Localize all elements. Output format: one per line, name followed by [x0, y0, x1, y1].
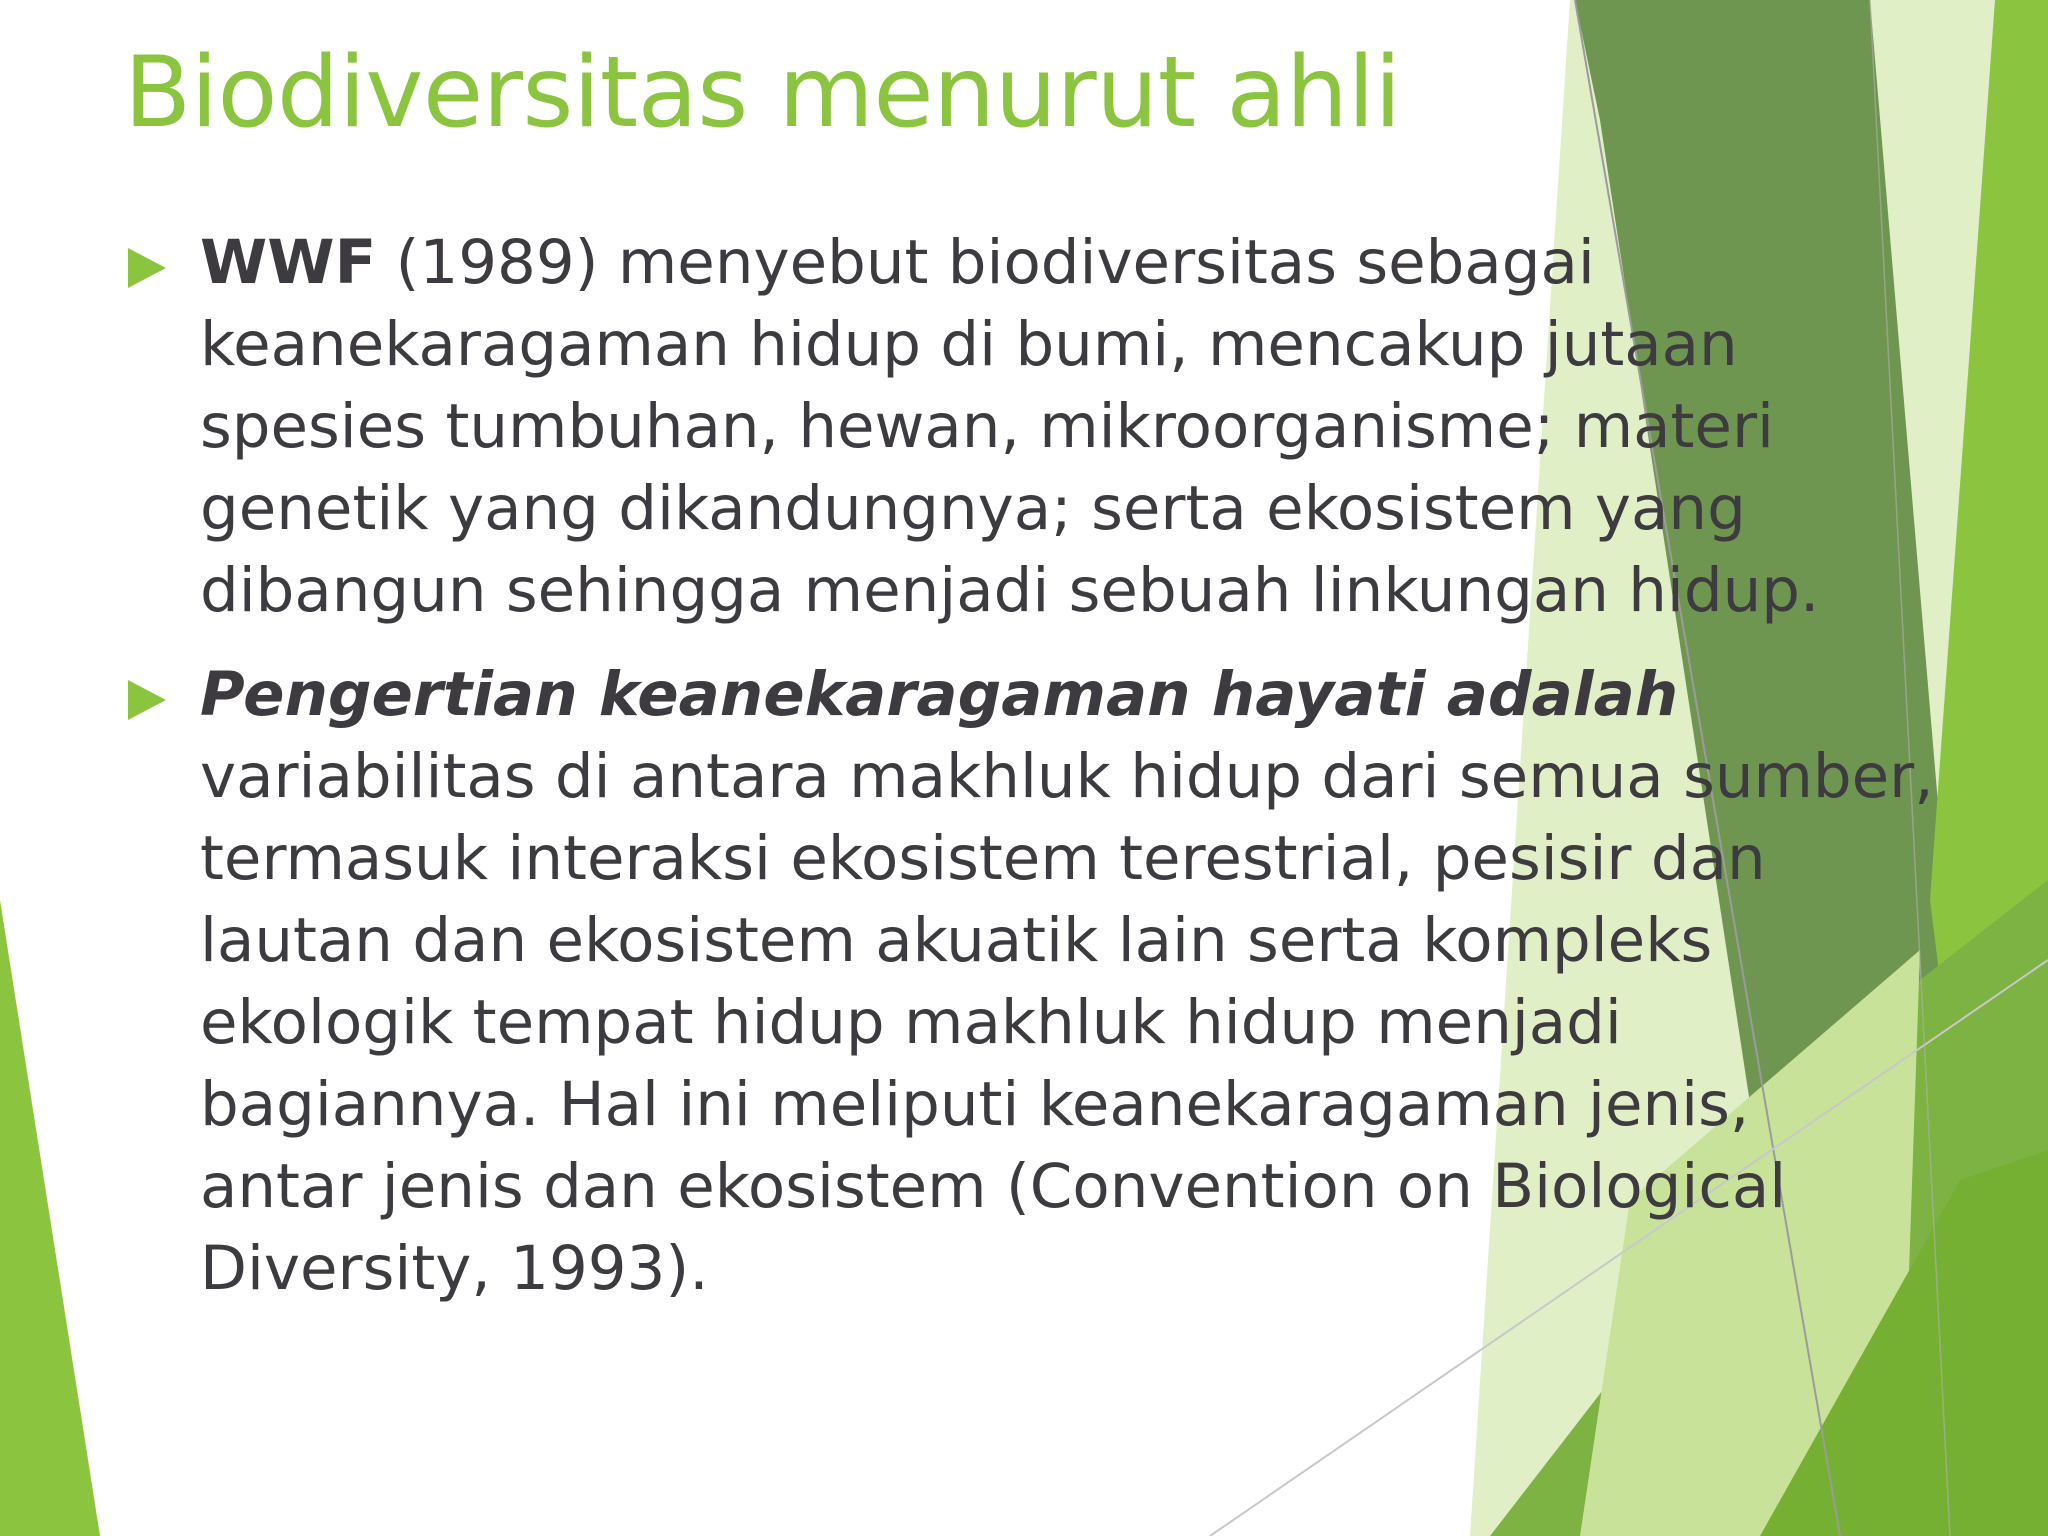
bullet-line: lautan dan ekosistem akuatik lain serta kompleks: [200, 905, 1713, 976]
bullet-line: [200, 222, 1964, 304]
bullet-line: ekologik tempat hidup makhluk hidup menjadi: [200, 987, 1622, 1058]
bullet-line: antar jenis dan ekosistem (Convention on Biological: [200, 1151, 1787, 1222]
slide-title: Biodiversitas menurut ahli: [124, 36, 1401, 150]
bullet-line: termasuk interaksi ekosistem terestrial, pesisir dan: [200, 823, 1766, 894]
bullet-line: spesies tumbuhan, hewan, mikroorganisme; materi: [200, 391, 1774, 462]
bullet-line: genetik yang dikandungnya; serta ekosistem yang: [200, 473, 1746, 544]
bullet-arrow-icon: [128, 680, 166, 720]
bullet-line: keanekaragaman hidup di bumi, mencakup jutaan: [200, 309, 1738, 380]
bullet-arrow-icon: [128, 248, 166, 288]
bold-term: WWF: [200, 227, 377, 298]
line-rest: (1989) menyebut biodiversitas sebagai: [376, 227, 1595, 298]
bullet-line: dibangun sehingga menjadi sebuah linkungan hidup.: [200, 555, 1820, 626]
bullet-list: [124, 222, 1964, 1332]
bullet-text: [200, 222, 1964, 632]
bullet-item-definition: [124, 654, 1964, 1310]
bullet-line: bagiannya. Hal ini meliputi keanekaragaman jenis,: [200, 1069, 1750, 1140]
emphasis-line: Pengertian keanekaragaman hayati adalah: [200, 659, 1679, 730]
left-green-shape: [0, 900, 100, 1536]
bullet-line: Diversity, 1993).: [200, 1233, 709, 1304]
bullet-item-wwf: [124, 222, 1964, 632]
bullet-text: [200, 654, 1964, 1310]
bullet-line: variabilitas di antara makhluk hidup dari semua sumber,: [200, 741, 1934, 812]
